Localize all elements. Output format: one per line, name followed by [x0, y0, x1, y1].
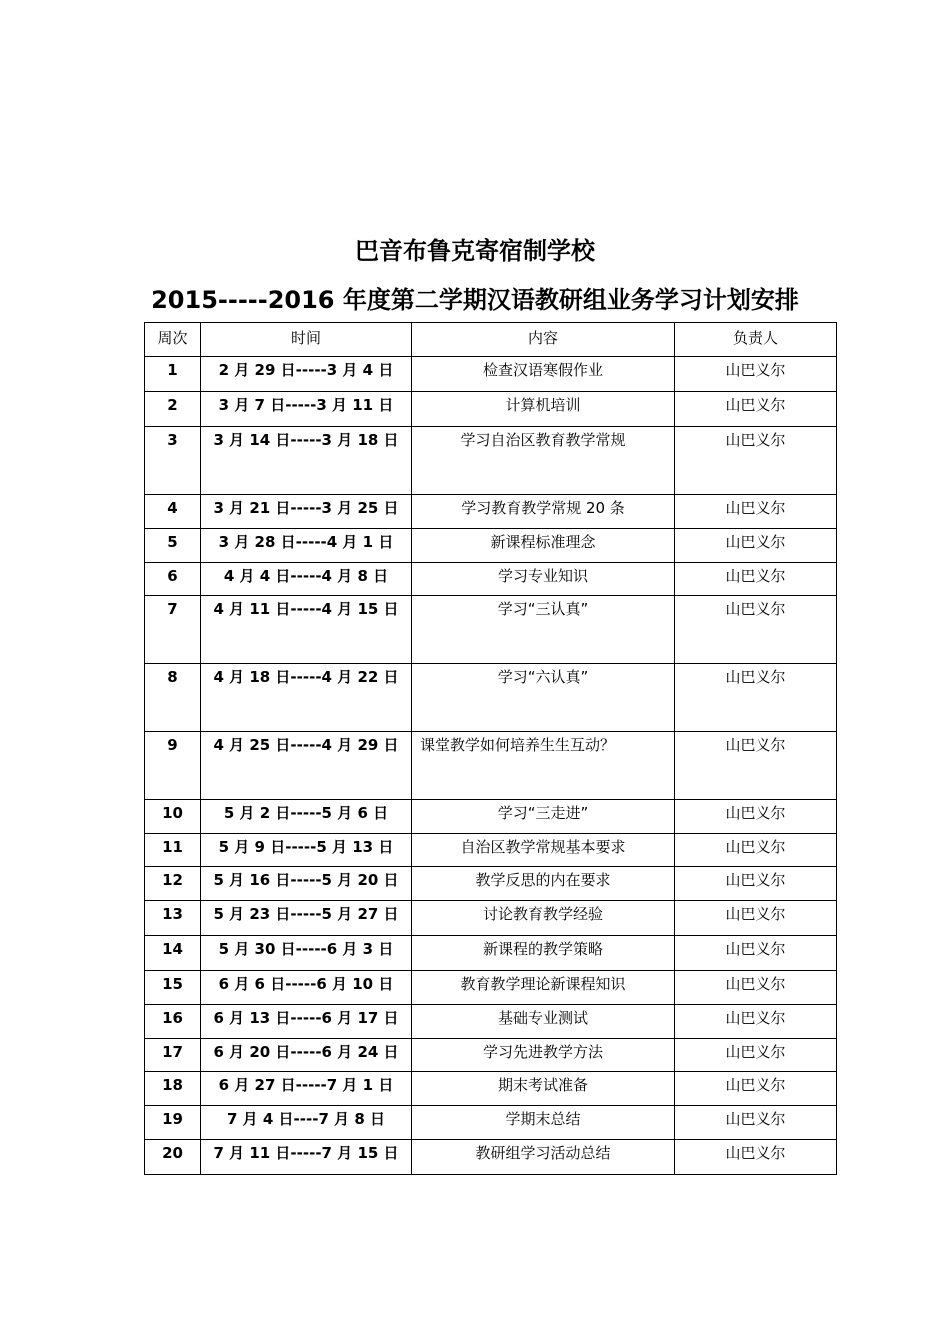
header-content: 内容 — [412, 323, 675, 357]
table-row — [145, 901, 837, 936]
header-person: 负责人 — [675, 323, 837, 357]
content-cell: 学习专业知识 — [412, 563, 675, 596]
week-cell: 13 — [145, 901, 201, 936]
header-week: 周次 — [145, 323, 201, 357]
table-body — [145, 357, 837, 1175]
content-cell: 学习教育教学常规 20 条 — [412, 495, 675, 529]
time-cell: 2 月 29 日-----3 月 4 日 — [201, 357, 412, 392]
person-cell: 山巴义尔 — [675, 357, 837, 392]
time-cell: 6 月 20 日-----6 月 24 日 — [201, 1039, 412, 1072]
person-cell: 山巴义尔 — [675, 732, 837, 800]
table-row — [145, 1005, 837, 1039]
time-cell: 3 月 21 日-----3 月 25 日 — [201, 495, 412, 529]
person-cell: 山巴义尔 — [675, 1072, 837, 1106]
content-cell: 学习“三认真” — [412, 596, 675, 664]
time-cell: 5 月 9 日-----5 月 13 日 — [201, 834, 412, 867]
time-cell: 4 月 4 日-----4 月 8 日 — [201, 563, 412, 596]
person-cell: 山巴义尔 — [675, 1106, 837, 1140]
content-cell: 学习先进教学方法 — [412, 1039, 675, 1072]
table-row — [145, 427, 837, 495]
time-cell: 7 月 4 日----7 月 8 日 — [201, 1106, 412, 1140]
content-cell: 基础专业测试 — [412, 1005, 675, 1039]
content-cell: 课堂教学如何培养生生互动？ — [412, 732, 675, 800]
time-cell: 5 月 30 日-----6 月 3 日 — [201, 936, 412, 971]
week-cell: 2 — [145, 392, 201, 427]
person-cell: 山巴义尔 — [675, 1140, 837, 1175]
person-cell: 山巴义尔 — [675, 664, 837, 732]
table-row — [145, 495, 837, 529]
person-cell: 山巴义尔 — [675, 867, 837, 901]
time-cell: 3 月 28 日-----4 月 1 日 — [201, 529, 412, 563]
content-cell: 教育教学理论新课程知识 — [412, 971, 675, 1005]
week-cell: 7 — [145, 596, 201, 664]
week-cell: 1 — [145, 357, 201, 392]
content-cell: 计算机培训 — [412, 392, 675, 427]
content-cell: 讨论教育教学经验 — [412, 901, 675, 936]
table-row — [145, 867, 837, 901]
person-cell: 山巴义尔 — [675, 971, 837, 1005]
time-cell: 7 月 11 日-----7 月 15 日 — [201, 1140, 412, 1175]
week-cell: 17 — [145, 1039, 201, 1072]
time-cell: 3 月 14 日-----3 月 18 日 — [201, 427, 412, 495]
week-cell: 16 — [145, 1005, 201, 1039]
week-cell: 11 — [145, 834, 201, 867]
time-cell: 3 月 7 日-----3 月 11 日 — [201, 392, 412, 427]
content-cell: 学期末总结 — [412, 1106, 675, 1140]
content-cell: 教学反思的内在要求 — [412, 867, 675, 901]
time-cell: 5 月 23 日-----5 月 27 日 — [201, 901, 412, 936]
content-cell: 新课程标准理念 — [412, 529, 675, 563]
document-title: 巴音布鲁克寄宿制学校 — [355, 237, 595, 265]
person-cell: 山巴义尔 — [675, 1039, 837, 1072]
document-subtitle: 2015-----2016 年度第二学期汉语教研组业务学习计划安排 — [151, 286, 799, 314]
person-cell: 山巴义尔 — [675, 901, 837, 936]
table-row — [145, 971, 837, 1005]
content-cell: 学习“三走进” — [412, 800, 675, 834]
person-cell: 山巴义尔 — [675, 834, 837, 867]
content-cell: 教研组学习活动总结 — [412, 1140, 675, 1175]
time-cell: 5 月 16 日-----5 月 20 日 — [201, 867, 412, 901]
table-row — [145, 1072, 837, 1106]
content-cell: 学习自治区教育教学常规 — [412, 427, 675, 495]
table-row — [145, 800, 837, 834]
table-row — [145, 1039, 837, 1072]
person-cell: 山巴义尔 — [675, 392, 837, 427]
week-cell: 9 — [145, 732, 201, 800]
content-cell: 自治区教学常规基本要求 — [412, 834, 675, 867]
table-row — [145, 936, 837, 971]
week-cell: 12 — [145, 867, 201, 901]
content-cell: 期末考试准备 — [412, 1072, 675, 1106]
table-row — [145, 596, 837, 664]
time-cell: 4 月 25 日-----4 月 29 日 — [201, 732, 412, 800]
time-cell: 4 月 18 日-----4 月 22 日 — [201, 664, 412, 732]
person-cell: 山巴义尔 — [675, 936, 837, 971]
table-row — [145, 529, 837, 563]
week-cell: 19 — [145, 1106, 201, 1140]
week-cell: 4 — [145, 495, 201, 529]
content-cell: 检查汉语寒假作业 — [412, 357, 675, 392]
content-cell: 新课程的教学策略 — [412, 936, 675, 971]
content-cell: 学习“六认真” — [412, 664, 675, 732]
table-row — [145, 1140, 837, 1175]
person-cell: 山巴义尔 — [675, 563, 837, 596]
header-time: 时间 — [201, 323, 412, 357]
week-cell: 3 — [145, 427, 201, 495]
table-row — [145, 1106, 837, 1140]
time-cell: 6 月 13 日-----6 月 17 日 — [201, 1005, 412, 1039]
time-cell: 6 月 27 日-----7 月 1 日 — [201, 1072, 412, 1106]
table-row — [145, 357, 837, 392]
time-cell: 5 月 2 日-----5 月 6 日 — [201, 800, 412, 834]
week-cell: 10 — [145, 800, 201, 834]
person-cell: 山巴义尔 — [675, 1005, 837, 1039]
time-cell: 4 月 11 日-----4 月 15 日 — [201, 596, 412, 664]
table-row — [145, 563, 837, 596]
week-cell: 5 — [145, 529, 201, 563]
person-cell: 山巴义尔 — [675, 427, 837, 495]
table-row — [145, 834, 837, 867]
table-header-row — [145, 323, 837, 357]
person-cell: 山巴义尔 — [675, 596, 837, 664]
week-cell: 20 — [145, 1140, 201, 1175]
table-row — [145, 664, 837, 732]
person-cell: 山巴义尔 — [675, 800, 837, 834]
time-cell: 6 月 6 日-----6 月 10 日 — [201, 971, 412, 1005]
week-cell: 6 — [145, 563, 201, 596]
table-row — [145, 732, 837, 800]
person-cell: 山巴义尔 — [675, 529, 837, 563]
week-cell: 18 — [145, 1072, 201, 1106]
study-plan-table — [144, 322, 837, 1175]
week-cell: 14 — [145, 936, 201, 971]
week-cell: 15 — [145, 971, 201, 1005]
table-row — [145, 392, 837, 427]
week-cell: 8 — [145, 664, 201, 732]
person-cell: 山巴义尔 — [675, 495, 837, 529]
